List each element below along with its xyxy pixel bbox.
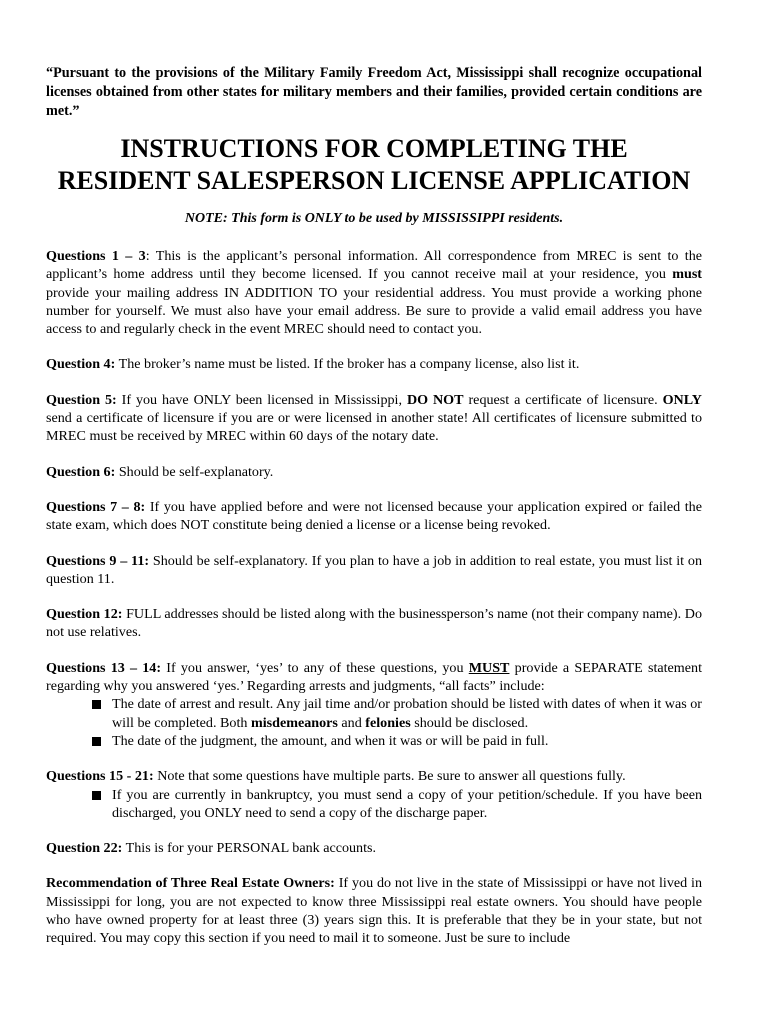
section-label: Recommendation of Three Real Estate Owners:: [46, 875, 335, 892]
section-questions-9-11: [46, 552, 702, 589]
emphasis-text: MUST: [468, 659, 510, 676]
square-bullet-icon: [92, 700, 101, 709]
square-bullet-icon: [92, 737, 101, 746]
section-question-22: [46, 839, 702, 857]
section-label: Questions 13 – 14:: [46, 659, 162, 676]
section-text: Note that some questions have multiple parts. Be sure to answer all questions fully.: [153, 768, 626, 785]
emphasis-text: felonies: [365, 714, 411, 731]
section-text: send a certificate of licensure if you are or were licensed in another state! All certificates of licensure submitted to MREC must be received by MREC within 60 days of the notary date.: [46, 410, 702, 445]
title-line-2: RESIDENT SALESPERSON LICENSE APPLICATION: [57, 166, 691, 195]
bullet-text: should be disclosed.: [410, 714, 529, 731]
emphasis-text: DO NOT: [406, 391, 464, 408]
section-question-12: [46, 605, 702, 642]
section-text: provide a SEPARATE statement regarding why you answered ‘yes.’ Regarding arrests and judgments, “all facts” include:: [46, 659, 702, 695]
section-text: This is for your PERSONAL bank accounts.: [122, 840, 377, 857]
section-text: If you do not live in the state of Mississippi or have not lived in Mississippi for long, you are not expected to know three Mississippi real estate owners. You should have people who have owned property for at least three (3) years sign this. It is preferable that they be in your state, but not required. You may copy this section if you need to mail it to someone. Just be sure to include: [46, 875, 703, 947]
section-questions-7-8: [46, 498, 702, 535]
section-label: Questions 7 – 8:: [46, 498, 146, 515]
document-page: [46, 64, 702, 948]
section-text: : This is the applicant’s personal information. All correspondence from MREC is sent to the applicant’s home address until they become licensed. If you cannot receive mail at your residence, you: [46, 248, 703, 283]
section-text: If you answer, ‘yes’ to any of these questions, you: [161, 659, 469, 676]
section-text: If you have applied before and were not licensed because your application expired or failed the state exam, which does NOT constitute being denied a license or a license being revoked.: [46, 498, 702, 534]
section-label: Question 12:: [46, 606, 123, 623]
bullet-text: The date of the judgment, the amount, and when it was or will be paid in full.: [112, 732, 549, 749]
military-act-intro: “Pursuant to the provisions of the Military Family Freedom Act, Mississippi shall recognize occupational licenses obtained from other states for military members and their families, provided certain conditions are met.”: [46, 65, 702, 119]
section-label: Questions 9 – 11:: [46, 552, 150, 569]
section-text: FULL addresses should be listed along with the businessperson’s name (not their company name). Do not use relatives.: [46, 606, 702, 641]
emphasis-text: must: [672, 266, 702, 283]
section-text: request a certificate of licensure.: [463, 391, 663, 408]
section-text: Should be self-explanatory.: [115, 463, 274, 480]
section-label: Questions 15 - 21:: [46, 768, 154, 785]
section-recommendation: [46, 874, 702, 947]
section-questions-1-3: [46, 247, 702, 338]
list-item: [112, 695, 702, 732]
title-line-1: INSTRUCTIONS FOR COMPLETING THE: [120, 134, 628, 163]
section-question-4: [46, 355, 702, 373]
section-questions-15-21: [46, 767, 702, 822]
bullet-text: If you are currently in bankruptcy, you must send a copy of your petition/schedule. If you have been discharged, you ONLY need to send a copy of the discharge paper.: [112, 786, 702, 821]
section-label: Question 4:: [46, 356, 116, 373]
residency-note: NOTE: This form is ONLY to be used by MISSISSIPPI residents.: [184, 211, 564, 226]
section-text: If you have ONLY been licensed in Mississippi,: [116, 391, 407, 408]
section-label: Question 22:: [46, 840, 123, 857]
emphasis-text: misdemeanors: [250, 714, 338, 731]
section-label: Question 6:: [46, 463, 116, 480]
list-item: [112, 732, 702, 750]
section-questions-13-14: [46, 659, 702, 750]
bullet-text: The date of arrest and result. Any jail time and/or probation should be listed with dates of when it was or will be completed. Both: [112, 696, 702, 731]
bankruptcy-bullet-list: [46, 786, 702, 823]
section-question-5: [46, 391, 702, 446]
section-question-6: [46, 463, 702, 481]
section-text: provide your mailing address IN ADDITION TO your residential address. You must provide a working phone number for yourself. We must also have your email address. Be sure to provide a valid email address you have access to and regularly check in the event MREC should need to contact you.: [46, 284, 702, 338]
section-label: Question 5:: [46, 391, 117, 408]
bullet-text: and: [337, 714, 366, 731]
emphasis-text: ONLY: [662, 391, 702, 408]
facts-bullet-list: [46, 695, 702, 750]
section-text: Should be self-explanatory. If you plan to have a job in addition to real estate, you must list it on question 11.: [46, 552, 702, 587]
section-label: Questions 1 – 3: [46, 248, 146, 264]
section-text: The broker’s name must be listed. If the broker has a company license, also list it.: [115, 356, 580, 373]
page-title: [46, 133, 702, 197]
list-item: [112, 786, 702, 823]
square-bullet-icon: [92, 791, 101, 800]
